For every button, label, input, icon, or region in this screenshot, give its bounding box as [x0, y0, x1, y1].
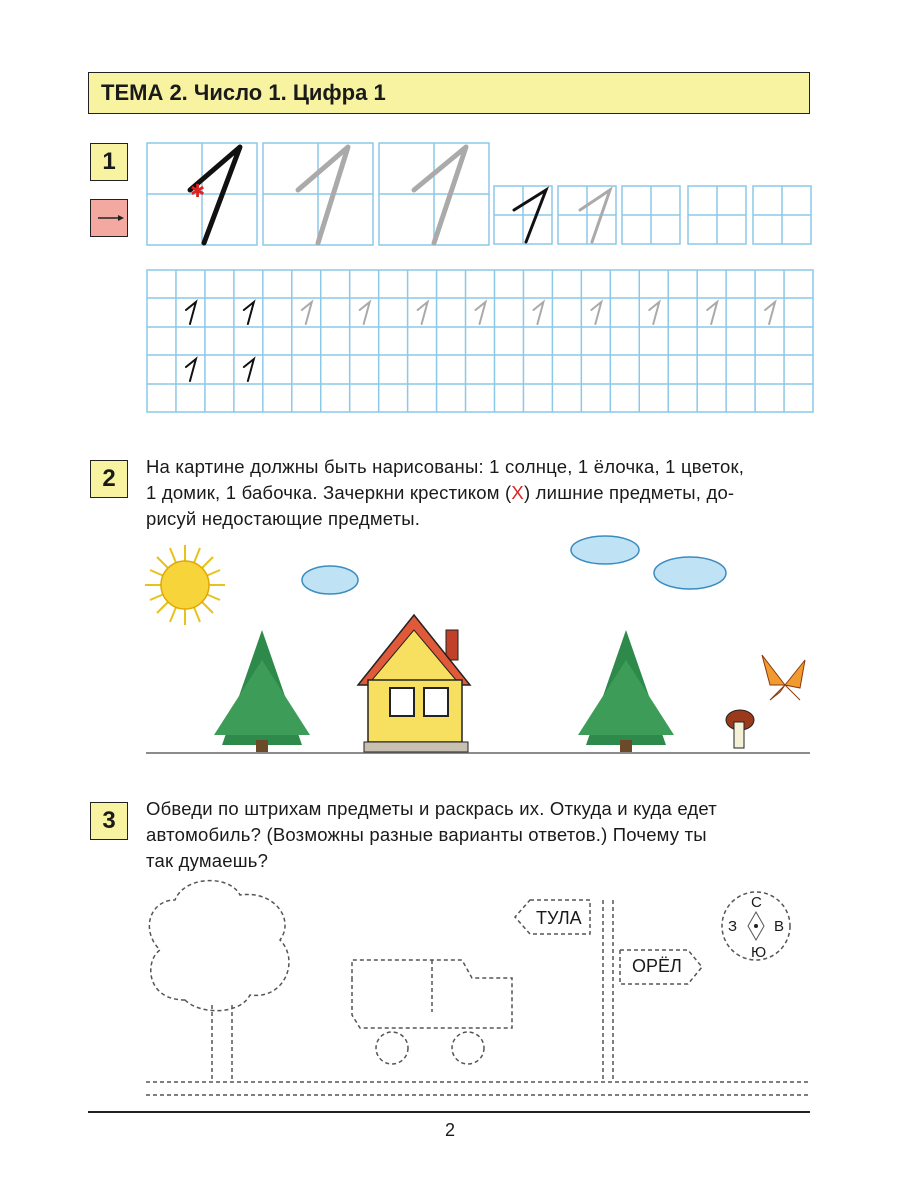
tree-outline: [149, 881, 289, 1011]
task-2-line-2a: 1 домик, 1 бабочка. Зачеркни крестиком (: [146, 482, 512, 503]
task-3-text: [146, 796, 816, 874]
task-2-line-1: На картине должны быть нарисованы: 1 солнце, 1 ёлочка, 1 цветок,: [146, 456, 745, 477]
cross-mark: Х: [511, 482, 524, 503]
cloud-illustration: [302, 536, 726, 594]
sign-orel-label: ОРЁЛ: [632, 956, 682, 976]
task-2-line-2: [146, 480, 816, 506]
practice-digit-one: [186, 302, 196, 324]
compass-south: Ю: [751, 944, 767, 961]
task-3-line-3: так думаешь?: [146, 850, 269, 871]
task-3-number: 3: [90, 802, 128, 840]
task-1-number: 1: [90, 143, 128, 181]
practice-digit-one: [649, 302, 659, 324]
svg-text:✱: ✱: [190, 181, 206, 202]
task-3-tracing-picture: [0, 870, 900, 1100]
sun-illustration: [145, 545, 225, 625]
practice-digit-one: [186, 359, 196, 381]
practice-digit-one: [418, 302, 428, 324]
practice-digit-one: [533, 302, 543, 324]
house-illustration: [358, 615, 470, 752]
practice-digit-one: [302, 302, 312, 324]
digit-writing-grid: [0, 0, 900, 440]
task-2-line-2b: ) лишние предметы, до-: [523, 482, 735, 503]
sign-tula-label: ТУЛА: [536, 908, 582, 928]
topic-title: ТЕМА 2. Число 1. Цифра 1: [101, 80, 386, 105]
fir-tree-illustration: [214, 630, 310, 752]
task-2-number: 2: [90, 460, 128, 498]
task-2-picture: [0, 530, 900, 770]
practice-digit-one: [244, 359, 254, 381]
mushroom-illustration: [726, 710, 754, 748]
practice-digit-one: [360, 302, 370, 324]
footer-divider: [88, 1111, 810, 1113]
practice-digit-one: [707, 302, 717, 324]
butterfly-illustration: [762, 655, 805, 700]
tree-trunk-outline: [212, 1005, 232, 1080]
compass-north: С: [751, 894, 762, 911]
task-3-line-2: автомобиль? (Возможны разные варианты ответов.) Почему ты: [146, 824, 707, 845]
practice-digit-one: [476, 302, 486, 324]
practice-digit-one: [244, 302, 254, 324]
page-number: 2: [444, 1120, 455, 1140]
task-2-text: [146, 454, 816, 532]
practice-digit-one: [591, 302, 601, 324]
compass-west: З: [728, 918, 738, 935]
fir-tree-illustration: [578, 630, 674, 752]
practice-digit-one: [765, 302, 775, 324]
task-3-line-1: Обведи по штрихам предметы и раскрась их. Откуда и куда едет: [146, 798, 717, 819]
compass-east: В: [774, 918, 785, 935]
task-2-line-3: рисуй недостающие предметы.: [146, 508, 421, 529]
